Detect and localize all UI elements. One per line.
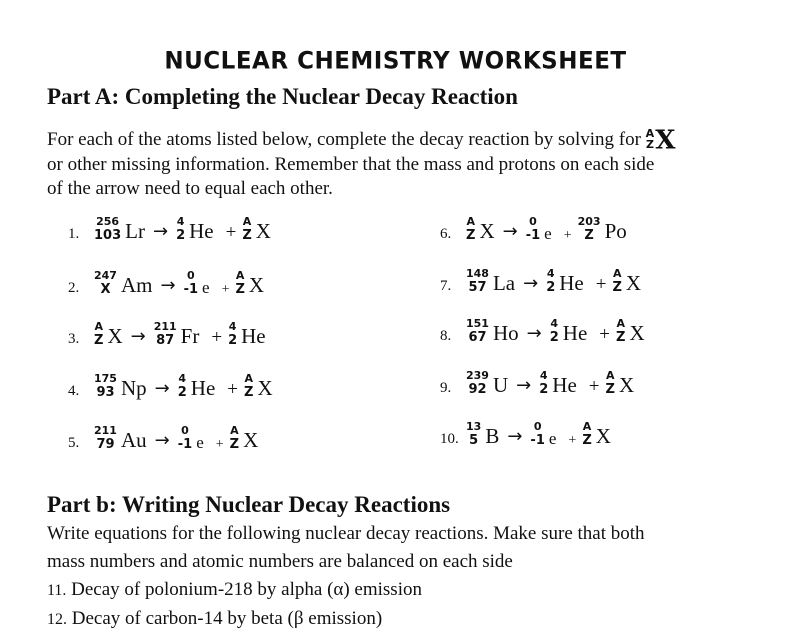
plus-sign: + xyxy=(221,282,230,297)
part-b-line-2: mass numbers and atomic numbers are balanced on each side xyxy=(47,551,513,572)
part-b-line-1: Write equations for the following nuclear decay reactions. Make sure that both xyxy=(47,523,645,544)
unknown-notation: A Z xyxy=(582,420,592,448)
element-e: e xyxy=(202,278,210,297)
element-he: He xyxy=(559,271,584,295)
question-number: 11. xyxy=(47,582,67,599)
reaction-arrow-icon: → xyxy=(154,378,170,399)
unknown-notation: A Z xyxy=(616,317,626,345)
beta-notation: 0 -1 xyxy=(183,269,199,297)
plus-sign: + xyxy=(568,433,577,448)
fr-notation: 211 87 xyxy=(153,320,177,348)
reaction-arrow-icon: → xyxy=(502,221,518,242)
element-x: X xyxy=(107,324,123,348)
decay-item-10 xyxy=(440,405,617,449)
element-la: La xyxy=(492,271,516,295)
reaction-arrow-icon: → xyxy=(160,275,176,296)
au-notation: 211 79 xyxy=(94,424,117,452)
unknown-notation: A Z xyxy=(466,215,476,243)
b-notation: 13 5 xyxy=(466,420,482,448)
element-e: e xyxy=(196,433,204,452)
question-11 xyxy=(47,579,422,600)
element-ho: Ho xyxy=(492,321,519,345)
unknown-notation: A Z xyxy=(242,215,252,243)
decay-item-5 xyxy=(68,409,264,453)
part-a-instructions xyxy=(47,125,767,201)
po-notation: 203 Z xyxy=(577,215,601,243)
element-he: He xyxy=(189,219,214,243)
element-x: X xyxy=(595,424,611,448)
element-x: X xyxy=(243,428,259,452)
element-he: He xyxy=(552,373,577,397)
beta-notation: 0 -1 xyxy=(525,215,541,243)
unknown-notation: A Z xyxy=(605,369,615,397)
alpha-notation: 4 2 xyxy=(539,369,549,397)
part-b-heading: Part b: Writing Nuclear Decay Reactions xyxy=(47,492,451,517)
element-he: He xyxy=(241,324,266,348)
plus-sign: + xyxy=(215,437,224,452)
alpha-notation: 4 2 xyxy=(228,320,238,348)
reaction-arrow-icon: → xyxy=(516,375,532,396)
element-am: Am xyxy=(120,273,153,297)
beta-notation: 0 -1 xyxy=(177,424,193,452)
element-np: Np xyxy=(120,376,147,400)
plus-sign: + xyxy=(563,228,572,243)
part-b-instructions xyxy=(47,520,767,634)
instructions-line-2: or other missing information. Remember that the mass and protons on each side xyxy=(47,153,655,175)
element-x: X xyxy=(625,271,642,295)
unknown-notation: A Z xyxy=(612,267,622,295)
decay-item-9 xyxy=(440,354,640,398)
element-x: X xyxy=(248,273,265,297)
lr-notation: 256 103 xyxy=(94,215,122,243)
am-notation: 247 X xyxy=(94,269,117,297)
element-x: X xyxy=(629,321,645,345)
atomic-number-label: Z xyxy=(645,137,654,151)
element-au: Au xyxy=(120,428,147,452)
item-number: 2. xyxy=(68,280,80,296)
element-b: B xyxy=(485,424,500,448)
unknown-symbol: X xyxy=(655,125,676,156)
element-e: e xyxy=(544,224,552,243)
np-notation: 175 93 xyxy=(94,372,117,400)
decay-item-8 xyxy=(440,302,651,346)
beta-notation: 0 -1 xyxy=(530,420,545,448)
element-lr: Lr xyxy=(125,219,145,243)
plus-sign: + xyxy=(595,274,607,295)
plus-sign: + xyxy=(225,222,237,243)
alpha-notation: 4 2 xyxy=(177,372,187,400)
alpha-notation: 4 2 xyxy=(549,317,559,345)
plus-sign: + xyxy=(211,327,223,348)
reaction-arrow-icon: → xyxy=(507,426,523,447)
element-po: Po xyxy=(604,219,627,243)
plus-sign: + xyxy=(599,324,610,345)
alpha-notation: 4 2 xyxy=(176,215,186,243)
question-number: 12. xyxy=(47,611,67,628)
part-a-heading: Part A: Completing the Nuclear Decay Reaction xyxy=(47,84,518,109)
item-number: 6. xyxy=(440,226,452,242)
item-number: 5. xyxy=(68,435,80,451)
instructions-line-1: For each of the atoms listed below, complete the decay reaction by solving for xyxy=(47,129,641,150)
reaction-arrow-icon: → xyxy=(154,430,170,451)
unknown-notation: A Z xyxy=(94,320,104,348)
reaction-arrow-icon: → xyxy=(152,221,169,242)
element-fr: Fr xyxy=(180,324,200,348)
element-e: e xyxy=(548,429,557,448)
element-he: He xyxy=(562,321,588,345)
item-number: 1. xyxy=(68,226,80,242)
item-number: 8. xyxy=(440,328,452,344)
element-x: X xyxy=(255,219,271,243)
plus-sign: + xyxy=(227,379,238,400)
u-notation: 239 92 xyxy=(466,369,489,397)
decay-item-7 xyxy=(440,252,647,296)
element-u: U xyxy=(492,373,509,397)
decay-item-2 xyxy=(68,254,270,298)
question-12 xyxy=(47,608,382,629)
unknown-notation: A Z xyxy=(244,372,254,400)
unknown-notation: A Z xyxy=(229,424,240,452)
item-number: 10. xyxy=(440,431,459,447)
element-x: X xyxy=(618,373,635,397)
reaction-arrow-icon: → xyxy=(526,323,542,344)
question-text: Decay of carbon-14 by beta (β emission) xyxy=(71,608,383,629)
decay-item-6 xyxy=(440,200,633,244)
question-text: Decay of polonium-218 by alpha (α) emission xyxy=(71,579,422,600)
item-number: 3. xyxy=(68,331,80,347)
mass-number-label: A xyxy=(645,126,655,140)
unknown-nuclide-notation xyxy=(646,128,655,150)
decay-item-1 xyxy=(68,200,277,244)
alpha-notation: 4 2 xyxy=(546,267,556,295)
element-he: He xyxy=(190,376,216,400)
plus-sign: + xyxy=(588,376,600,397)
reaction-arrow-icon: → xyxy=(130,326,146,347)
reaction-arrow-icon: → xyxy=(523,273,539,294)
element-x: X xyxy=(257,376,273,400)
item-number: 9. xyxy=(440,380,452,396)
item-number: 4. xyxy=(68,383,80,399)
worksheet-title: NUCLEAR CHEMISTRY WORKSHEET xyxy=(164,47,627,75)
unknown-notation: A Z xyxy=(235,269,245,297)
instructions-line-3: of the arrow need to equal each other. xyxy=(47,177,333,199)
element-x: X xyxy=(479,219,495,243)
item-number: 7. xyxy=(440,278,452,294)
decay-item-4 xyxy=(68,357,279,401)
la-notation: 148 57 xyxy=(466,267,489,295)
ho-notation: 151 67 xyxy=(466,317,489,345)
decay-item-3 xyxy=(68,305,272,349)
